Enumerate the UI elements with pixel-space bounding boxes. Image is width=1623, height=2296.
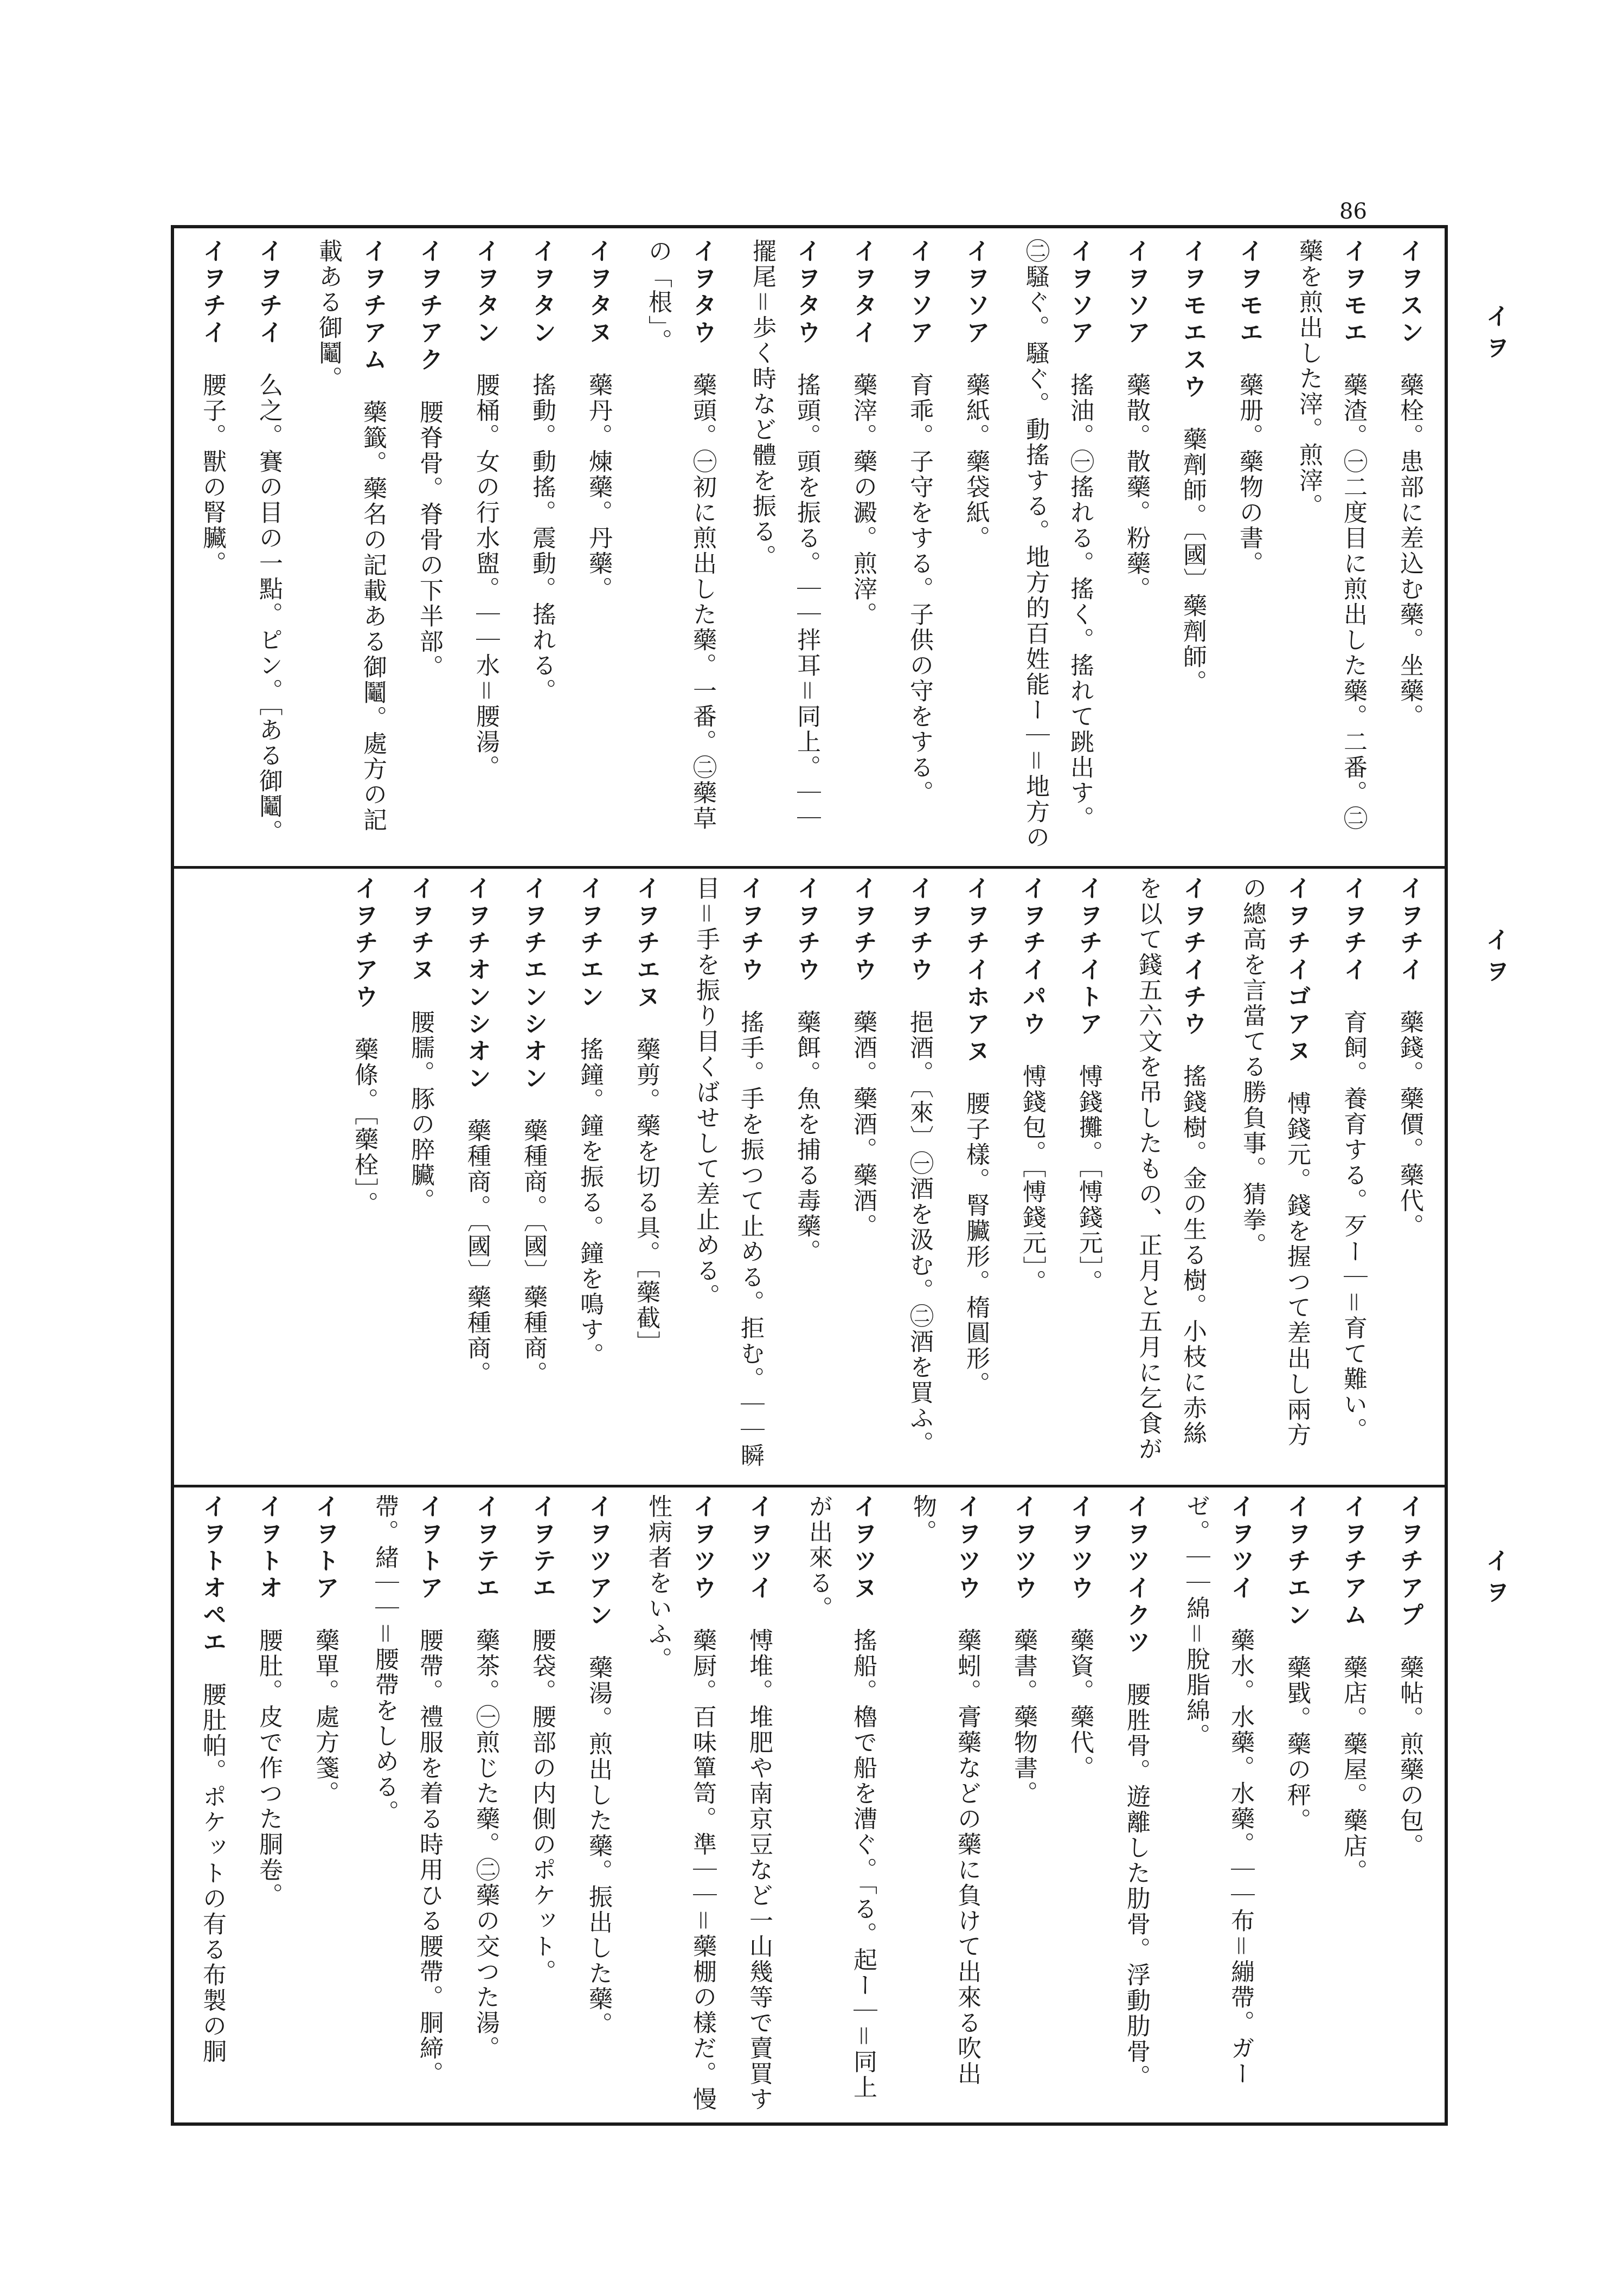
entry-headword: イヲツイクツ <box>1122 1494 1150 1657</box>
dictionary-entry <box>784 876 829 1470</box>
dictionary-entry <box>190 239 234 851</box>
entry-definition: 藥酒。藥酒。藥酒。 <box>849 1010 877 1239</box>
dictionary-entry <box>1066 876 1111 1470</box>
entry-headword: イヲツイ <box>1227 1494 1254 1602</box>
entry-headword: イヲチイパウ <box>1018 876 1046 1038</box>
entry-definition: 藥滓。藥の澱。煎滓。 <box>849 373 877 627</box>
entry-definition: 腰肚。皮で作つた胴卷。 <box>255 1628 283 1908</box>
entry-definition: 么之。賽の目の一點。ピン。［ある御鬮。 <box>255 373 283 845</box>
entry-definition: 藥資。藥代。 <box>1066 1628 1094 1781</box>
dictionary-entry <box>1387 1494 1432 2112</box>
dictionary-entry <box>841 876 885 1470</box>
dictionary-entry <box>1122 876 1215 1470</box>
entry-definition: 搖鐘。鐘を振る。鐘を鳴す。 <box>576 1037 604 1368</box>
entry-definition: 藥丹。煉藥。丹藥。 <box>585 373 612 602</box>
entry-headword: イヲトア <box>311 1494 339 1602</box>
entry-definition: 藥栓。患部に差込む藥。坐藥。 <box>1396 373 1423 729</box>
dictionary-entry <box>454 876 499 1470</box>
dictionary-entry <box>576 1494 620 2112</box>
entry-definition: 藥水。水藥。水藥。｜｜布＝繃帶。ガーゼ。｜｜綿＝脫脂綿。 <box>1182 1494 1254 2087</box>
dictionary-entry <box>246 1494 291 2112</box>
entry-headword: イヲトオペエ <box>198 1494 226 1657</box>
entry-headword: イヲタウ <box>793 239 820 347</box>
dictionary-entry <box>1114 239 1158 851</box>
entry-headword: イヲツイ <box>745 1494 773 1602</box>
dictionary-entry <box>953 239 998 851</box>
entry-headword: イヲチアプ <box>1396 1494 1423 1630</box>
entry-definition: 挹酒。〔來〕㊀酒を汲む。㊁酒を買ふ。 <box>906 1010 933 1457</box>
entry-definition: 腰臑。豚の脺臟。 <box>407 1010 434 1214</box>
dictionary-entry <box>463 1494 508 2112</box>
entry-definition: 藥劑師。〔國〕藥劑師。 <box>1179 427 1207 695</box>
entry-headword: イヲチオンシオン <box>463 876 491 1093</box>
entry-definition: 藥餌。魚を捕る毒藥。 <box>793 1010 820 1265</box>
entry-definition: 育飼。養育する。歹ー｜＝育て難い。 <box>1339 1010 1367 1443</box>
dictionary-entry <box>1057 1494 1102 2112</box>
dictionary-entry <box>953 876 998 1470</box>
entry-definition: 藥湯。煎出した藥。振出した藥。 <box>585 1655 612 2037</box>
entry-definition: 腰子樣。腎臟形。楕圓形。 <box>962 1091 990 1397</box>
section-label: イヲ <box>1481 927 1509 990</box>
entry-definition: 愽錢攤。［愽錢元］。 <box>1075 1064 1102 1295</box>
entry-definition: 腰肚帕。ポケットの有る布製の胴 <box>198 1682 226 2064</box>
dictionary-section-top <box>187 239 1432 851</box>
dictionary-entry <box>1387 239 1432 851</box>
entry-definition: 腰袋。腰部の内側のポケット。 <box>528 1628 556 1985</box>
dictionary-entry <box>519 1494 564 2112</box>
entry-headword: イヲチイホアヌ <box>962 876 990 1066</box>
entry-definition: 藥渣。㊀二度目に煎出した藥。二番。㊁藥を煎出した滓。煎滓。 <box>1295 239 1367 831</box>
entry-definition: 藥籤。藥名の記載ある御鬮。處方の記載ある御鬮。 <box>315 239 387 833</box>
entry-headword: イヲチアウ <box>350 876 378 1011</box>
entry-definition: 藥條。［藥栓］。 <box>350 1037 378 1217</box>
dictionary-entry <box>1170 1494 1262 2112</box>
entry-headword: イヲツアン <box>585 1494 612 1630</box>
dictionary-entry <box>1001 1494 1045 2112</box>
entry-definition: 藥單。處方箋。 <box>311 1628 339 1806</box>
entry-headword: イヲソア <box>962 239 990 347</box>
entry-definition: 搖手。手を振つて止める。拒む。｜｜瞬目＝手を振り目くばせして差止める。 <box>692 876 764 1468</box>
entry-headword: イヲチアク <box>415 239 443 374</box>
entry-headword: イヲタイ <box>849 239 877 347</box>
dictionary-entry <box>1331 876 1375 1470</box>
entry-headword: イヲトオ <box>255 1494 283 1602</box>
entry-headword: イヲタン <box>472 239 499 347</box>
section-divider <box>171 1485 1448 1487</box>
entry-definition: 藥厨。百味簞笥。準｜｜＝藥棚の樣だ。慢性病者をいふ。 <box>644 1494 716 2112</box>
entry-headword: イヲチイ <box>198 239 226 347</box>
dictionary-entry <box>1274 1494 1319 2112</box>
page-number: 86 <box>1339 199 1367 224</box>
dictionary-entry <box>736 239 829 851</box>
entry-headword: イヲソア <box>1066 239 1094 347</box>
dictionary-entry <box>793 1494 885 2112</box>
entry-headword: イヲテエ <box>472 1494 499 1602</box>
dictionary-entry <box>841 239 885 851</box>
entry-definition: 藥册。藥物の書。 <box>1235 373 1263 576</box>
dictionary-entry <box>359 1494 451 2112</box>
entry-definition: 腰子。獸の腎臟。 <box>198 373 226 576</box>
section-label: イヲ <box>1481 1548 1509 1611</box>
entry-definition: 搖油。㊀搖れる。搖く。搖れて跳出す。㊁騷ぐ。騷ぐ。動搖する。地方的百姓能ー｜＝地方の <box>1022 239 1094 850</box>
entry-definition: 藥茶。㊀煎じた藥。㊁藥の交つた湯。 <box>472 1628 499 2061</box>
dictionary-entry <box>519 239 564 851</box>
entry-headword: イヲツウ <box>953 1494 981 1602</box>
dictionary-entry <box>736 1494 781 2112</box>
entry-definition: 育乖。子守をする。子供の守をする。 <box>906 373 933 806</box>
dictionary-entry <box>624 876 668 1470</box>
entry-definition: 搖錢樹。金の生る樹。小枝に赤絲を以て錢五六文を吊したもの、正月と五月に乞食が <box>1134 876 1207 1462</box>
entry-headword: イヲチウ <box>906 876 933 984</box>
entry-headword: イヲタヌ <box>585 239 612 347</box>
entry-headword: イヲモエ <box>1339 239 1367 347</box>
dictionary-entry <box>407 239 451 851</box>
entry-headword: イヲテエ <box>528 1494 556 1602</box>
entry-definition: 搖動。動搖。震動。搖れる。 <box>528 373 556 704</box>
entry-headword: イヲソア <box>906 239 933 347</box>
dictionary-entry <box>1331 1494 1375 2112</box>
entry-definition: 腰胜骨。遊離した肋骨。浮動肋骨。 <box>1122 1682 1150 2090</box>
entry-headword: イヲモエ <box>1235 239 1263 347</box>
entry-definition: 藥種商。〔國〕藥種商。 <box>463 1118 491 1387</box>
dictionary-entry <box>576 239 620 851</box>
entry-definition: 搖頭。頭を振る。｜｜拌耳＝同上。｜｜擺尾＝歩く時など體を振る。 <box>748 239 820 831</box>
entry-headword: イヲトア <box>415 1494 443 1602</box>
entry-headword: イヲツウ <box>1010 1494 1037 1602</box>
dictionary-entry <box>303 239 395 851</box>
entry-definition: 藥店。藥屋。藥店。 <box>1339 1655 1367 1884</box>
section-divider <box>171 866 1448 869</box>
entry-definition: 愽錢元。錢を握つて差出し兩方の總高を言當てる勝負事。猜拳。 <box>1239 876 1311 1448</box>
entry-headword: イヲタン <box>528 239 556 347</box>
entry-definition: 藥蚓。膏藥などの藥に負けて出來る吹出物。 <box>909 1494 981 2087</box>
entry-headword: イヲツウ <box>1066 1494 1094 1602</box>
section-label: イヲ <box>1481 304 1509 367</box>
entry-headword: イヲモエスウ <box>1179 239 1207 401</box>
dictionary-entry <box>897 876 941 1470</box>
entry-definition: 藥書。藥物書。 <box>1010 1628 1037 1806</box>
dictionary-entry <box>1283 239 1375 851</box>
dictionary-entry <box>632 1494 724 2112</box>
entry-headword: イヲタウ <box>689 239 716 347</box>
dictionary-entry <box>398 876 442 1470</box>
entry-headword: イヲツヌ <box>849 1494 877 1602</box>
entry-headword: イヲチアム <box>359 239 387 374</box>
dictionary-entry <box>680 876 772 1470</box>
dictionary-entry <box>511 876 555 1470</box>
entry-headword: イヲソア <box>1122 239 1150 347</box>
entry-definition: 藥剪。藥を切る具。［藥截］ <box>632 1037 660 1356</box>
dictionary-entry <box>1010 239 1102 851</box>
dictionary-entry <box>246 239 291 851</box>
dictionary-section-middle <box>187 876 1432 1470</box>
entry-definition: 藥戥。藥の秤。 <box>1283 1655 1311 1833</box>
dictionary-entry <box>1227 876 1319 1470</box>
dictionary-entry <box>463 239 508 851</box>
dictionary-entry <box>1387 876 1432 1470</box>
dictionary-entry <box>1114 1494 1158 2112</box>
entry-definition: 藥頭。㊀初に煎出した藥。一番。㊁藥草の「根」。 <box>644 239 716 831</box>
dictionary-entry <box>1227 239 1271 851</box>
entry-headword: イヲチウ <box>849 876 877 984</box>
entry-headword: イヲチウ <box>736 876 764 984</box>
entry-headword: イヲチイチウ <box>1179 876 1207 1038</box>
entry-headword: イヲチエン <box>1283 1494 1311 1630</box>
dictionary-entry <box>567 876 612 1470</box>
entry-definition: 愽錢包。［愽錢元］。 <box>1018 1064 1046 1295</box>
entry-definition: 腰脊骨。脊骨の下半部。 <box>415 400 443 680</box>
entry-definition: 愽堆。堆肥や南京豆など一山幾等で賣買す <box>745 1628 773 2112</box>
dictionary-entry <box>342 876 386 1470</box>
entry-definition: 腰桶。女の行水盥。｜｜水＝腰湯。 <box>472 373 499 780</box>
entry-headword: イヲチイトア <box>1075 876 1102 1038</box>
entry-definition: 藥紙。藥袋紙。 <box>962 373 990 551</box>
entry-definition: 搖船。櫓で船を漕ぐ。「る。起ー｜＝同上が出來る。 <box>805 1494 877 2100</box>
entry-headword: イヲチウ <box>793 876 820 984</box>
entry-headword: イヲチアム <box>1339 1494 1367 1630</box>
dictionary-entry <box>1010 876 1054 1470</box>
entry-definition: 藥錢。藥價。藥代。 <box>1396 1010 1423 1239</box>
entry-headword: イヲツウ <box>689 1494 716 1602</box>
entry-definition: 藥種商。〔國〕藥種商。 <box>519 1118 547 1387</box>
entry-headword: イヲチエンシオン <box>519 876 547 1093</box>
dictionary-entry <box>1170 239 1215 851</box>
entry-headword: イヲチエヌ <box>632 876 660 1011</box>
entry-headword: イヲスン <box>1396 239 1423 347</box>
entry-definition: 藥帖。煎藥の包。 <box>1396 1655 1423 1859</box>
dictionary-entry <box>897 1494 989 2112</box>
dictionary-entry <box>303 1494 347 2112</box>
dictionary-entry <box>190 1494 234 2112</box>
entry-definition: 藥散。散藥。粉藥。 <box>1122 373 1150 602</box>
entry-headword: イヲチエン <box>576 876 604 1011</box>
entry-headword: イヲチイ <box>1396 876 1423 984</box>
entry-headword: イヲチイゴアヌ <box>1283 876 1311 1066</box>
dictionary-section-bottom <box>187 1494 1432 2112</box>
entry-headword: イヲチヌ <box>407 876 434 984</box>
dictionary-entry <box>897 239 941 851</box>
entry-headword: イヲチイ <box>1339 876 1367 984</box>
entry-headword: イヲチイ <box>255 239 283 347</box>
entry-definition: 腰帶。禮服を着る時用ひる腰帶。胴締。帶。緒｜｜＝腰帶をしめる。 <box>371 1494 443 2087</box>
dictionary-entry <box>632 239 724 851</box>
